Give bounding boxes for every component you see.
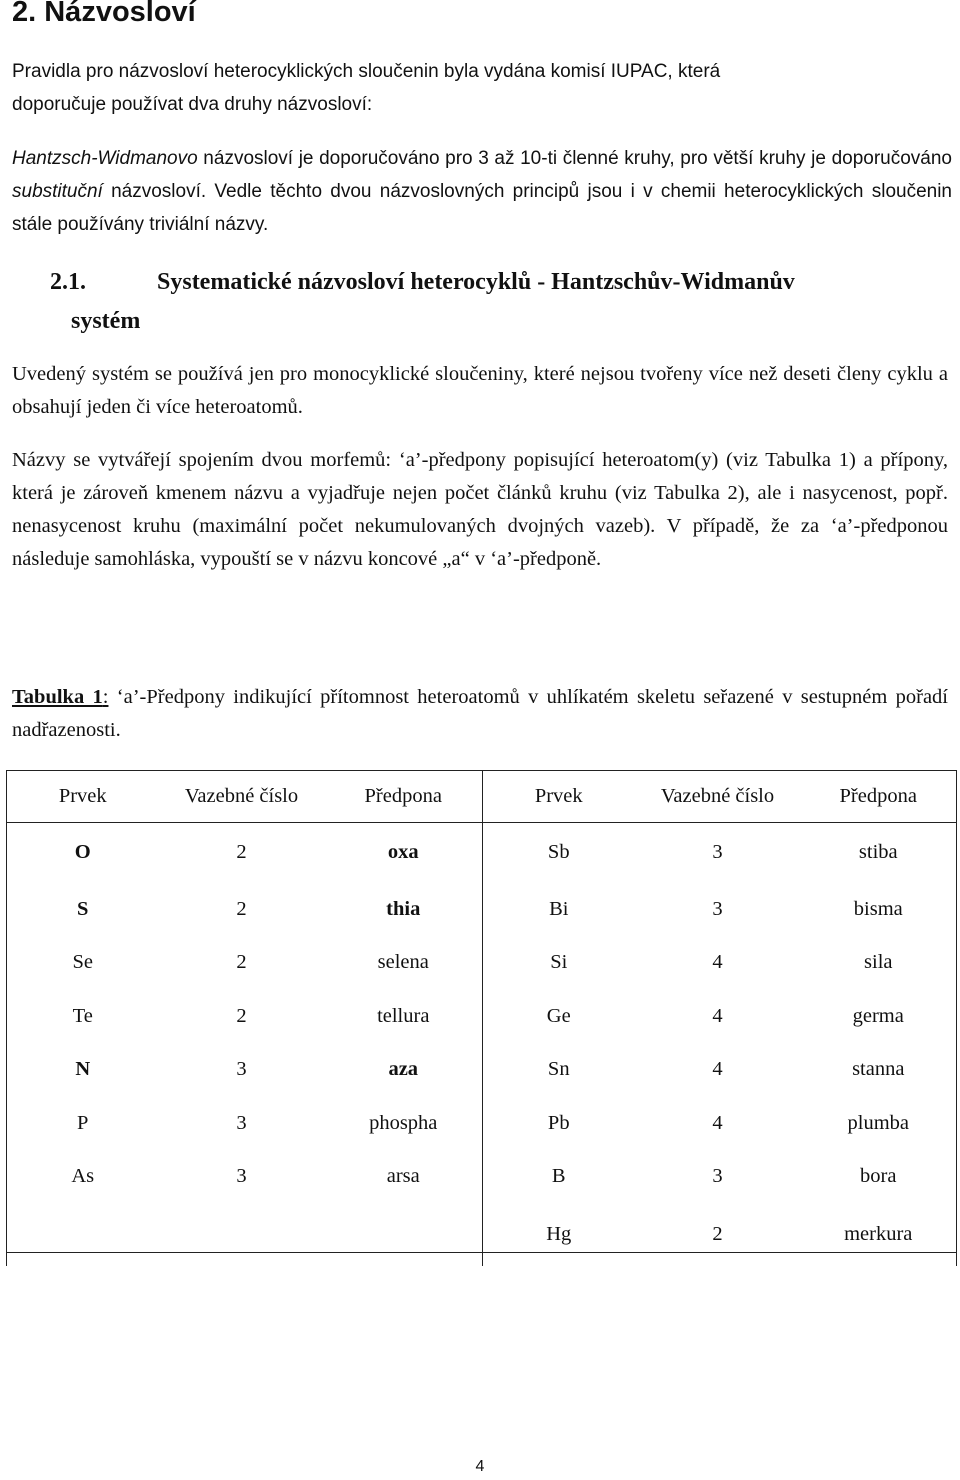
- section-title-line-2: systém: [71, 308, 141, 334]
- table-cell: phospha: [369, 1111, 438, 1134]
- table-cell: As: [7, 1150, 159, 1204]
- table-caption: [12, 681, 948, 747]
- morpheme-paragraph: Názvy se vytvářejí spojením dvou morfemů: ‘a’-předpony popisující heteroatom(y) (viz Tabulka 1) a přípony, která je zároveň kmenem názvu a vyjadřuje nejen počet článků kruhu (viz Tabulka 2), ale i nasycenost, popř. nenasycenost kruhu (maximální počet nekumulovaných dvojných vazeb). V případě, že za ‘a’-předponou následuje samohláska, vypouští se v názvu koncové „a“ v ‘a’-předponě.: [12, 449, 948, 570]
- table-cell: germa: [801, 990, 957, 1044]
- table-cell: aza: [388, 1058, 419, 1081]
- table-cell: stiba: [801, 823, 957, 883]
- section-heading: [50, 263, 950, 341]
- table-cell: Pb: [483, 1097, 635, 1151]
- para2-text-1: názvosloví je doporučováno pro 3 až 10-ti členné kruhy, pro větší kruhy je doporučováno: [197, 148, 952, 169]
- header-element: Prvek: [7, 770, 159, 823]
- substitution-term: substituční: [12, 181, 103, 202]
- table-cell: Bi: [483, 883, 635, 937]
- table-cell: Te: [7, 990, 159, 1044]
- header-bond-number: Vazebné číslo: [159, 770, 325, 823]
- table-cell: B: [483, 1150, 635, 1204]
- table-cell: bora: [801, 1150, 957, 1204]
- table-cell: Sn: [483, 1043, 635, 1097]
- table-cell: 2: [712, 1223, 723, 1245]
- table-cell: Hg: [483, 1204, 635, 1266]
- table-cell: 4: [712, 1004, 723, 1027]
- table-row: [7, 1150, 957, 1204]
- table-cell: 3: [712, 1165, 723, 1188]
- table-cell: [7, 1204, 159, 1266]
- para2-text-2: názvosloví. Vedle těchto dvou názvoslovných principů jsou i v chemii heterocyklických sloučenin stále používány triviální názvy.: [12, 181, 952, 235]
- header-prefix: Předpona: [325, 770, 483, 823]
- table-cell: [325, 1204, 483, 1266]
- table-cell: thia: [386, 897, 421, 920]
- table-cell: 4: [712, 1111, 723, 1134]
- intro-line-1: Pravidla pro názvosloví heterocyklických sloučenin byla vydána komisí IUPAC, která: [12, 61, 721, 82]
- table-cell: tellura: [377, 1004, 430, 1027]
- system-scope-paragraph: Uvedený systém se používá jen pro monocyklické sloučeniny, které nejsou tvořeny více než deseti členy cyklu a obsahují jeden či více heteroatomů.: [12, 363, 948, 418]
- table-cell: N: [7, 1043, 159, 1097]
- table-cell: sila: [801, 936, 957, 990]
- table-cell: Sb: [483, 823, 635, 883]
- naming-systems-paragraph: [12, 142, 952, 241]
- table-cell: 3: [712, 897, 723, 920]
- table-row: [7, 1043, 957, 1097]
- table-cell: 4: [712, 951, 723, 974]
- table-row: [7, 990, 957, 1044]
- table-cell: Ge: [483, 990, 635, 1044]
- table-cell: 2: [236, 951, 247, 974]
- table-cell: arsa: [386, 1165, 420, 1188]
- intro-line-2: doporučuje používat dva druhy názvosloví:: [12, 94, 373, 115]
- table-header-row: [7, 770, 957, 823]
- table-cell: 2: [236, 1004, 247, 1027]
- table-cell: plumba: [801, 1097, 957, 1151]
- table-cell: 2: [236, 841, 247, 864]
- section-title-line-1: Systematické názvosloví heterocyklů - Hantzschův-Widmanův: [157, 269, 795, 295]
- table-cell: 4: [712, 1058, 723, 1081]
- table-cell: stanna: [801, 1043, 957, 1097]
- table-cell: 3: [712, 841, 723, 864]
- table-row: [7, 1204, 957, 1266]
- table-bottom-border: [6, 1252, 956, 1253]
- header-element: Prvek: [483, 770, 635, 823]
- table-cell: Se: [7, 936, 159, 990]
- table-row: [7, 1097, 957, 1151]
- chapter-heading: 2. Názvosloví: [12, 0, 196, 28]
- table-cell: 3: [236, 1165, 247, 1188]
- table-cell: merkura: [801, 1204, 957, 1266]
- table-cell: O: [7, 823, 159, 883]
- header-bond-number: Vazebné číslo: [635, 770, 801, 823]
- table-cell: P: [7, 1097, 159, 1151]
- hw-term: Hantzsch-Widmanovo: [12, 148, 198, 169]
- table-cell: selena: [377, 951, 429, 974]
- table-caption-label: Tabulka 1:: [12, 686, 109, 708]
- table-row: [7, 823, 957, 883]
- intro-paragraph: [12, 55, 948, 121]
- table-cell: 2: [236, 897, 247, 920]
- table-cell: 3: [236, 1058, 247, 1081]
- section-number: 2.1.: [50, 269, 86, 295]
- page-number: 4: [475, 1458, 485, 1475]
- heteroatom-prefix-table: [6, 770, 957, 1266]
- table-cell: S: [7, 883, 159, 937]
- table-cell: 3: [236, 1111, 247, 1134]
- table-row: [7, 883, 957, 937]
- table-row: [7, 936, 957, 990]
- table-cell: [159, 1204, 325, 1266]
- table-caption-text: ‘a’-Předpony indikující přítomnost heteroatomů v uhlíkatém skeletu seřazené v sestupném pořadí nadřazenosti.: [12, 686, 948, 741]
- table-cell: Si: [483, 936, 635, 990]
- header-prefix: Předpona: [801, 770, 957, 823]
- table-cell: bisma: [801, 883, 957, 937]
- table-cell: oxa: [387, 841, 419, 864]
